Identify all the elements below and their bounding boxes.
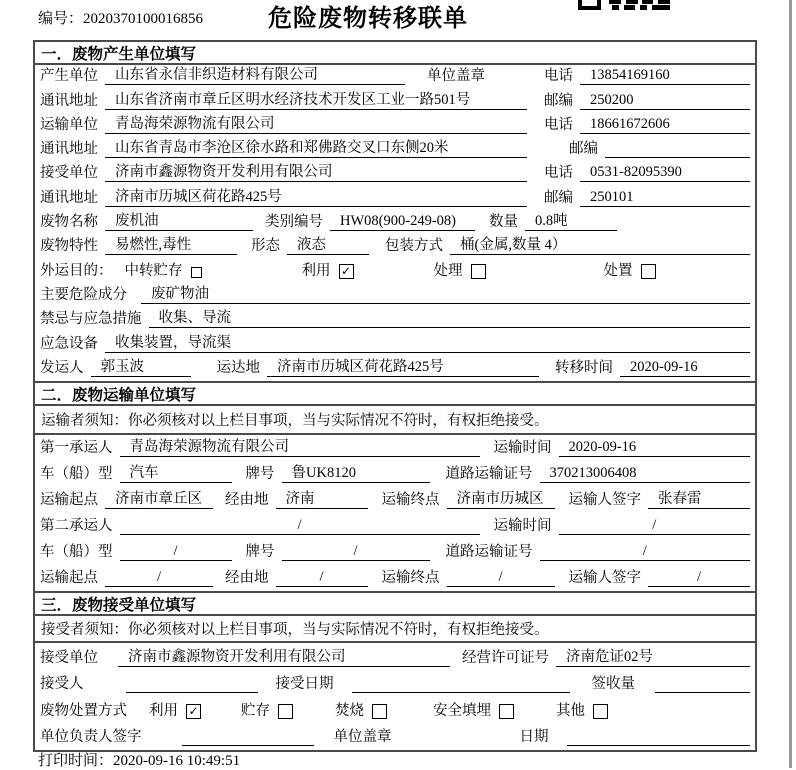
row-shipper — [35, 357, 755, 381]
manifest-form-table — [33, 40, 757, 752]
purpose-option-treat-checkbox — [471, 264, 486, 279]
disposal-option-landfill — [433, 699, 514, 720]
transporter-address-value: 山东省青岛市李沧区徐水路和郑佛路交叉口东侧20米 — [105, 136, 527, 158]
transporter-value: 青岛海荣源物流有限公司 — [105, 112, 527, 134]
accept-date-label: 接受日期 — [275, 676, 334, 693]
emergency-measures-value: 收集、导流 — [149, 306, 751, 328]
carrier2-vehicle-value: / — [120, 543, 232, 561]
transfer-time-value: 2020-09-16 — [620, 359, 750, 377]
carrier2-name-label: 第二承运人 — [40, 517, 113, 534]
row-transporter — [35, 114, 755, 138]
shipper-label: 发运人 — [40, 359, 84, 376]
unit-seal-label-2: 单位盖章 — [333, 729, 392, 746]
purpose-option-utilize-checkbox: ✓ — [339, 264, 354, 279]
carrier2-plate-label: 牌号 — [245, 543, 275, 560]
carrier1-time-label: 运输时间 — [493, 439, 552, 456]
accept-person-label: 接受人 — [40, 676, 84, 693]
page-title: 危险废物转移联单 — [268, 6, 468, 32]
emergency-equipment-label: 应急设备 — [40, 335, 98, 352]
qr-code-fragment-icon — [578, 0, 670, 10]
row-carrier2-route — [35, 565, 755, 591]
transporter-notice-text: 你必须核对以上栏目事项，当与实际情况不符时，有权拒绝接受。 — [128, 412, 549, 429]
carrier2-sign-value: / — [648, 569, 750, 587]
section-transporter — [35, 381, 755, 591]
carrier2-origin-value: / — [105, 569, 213, 587]
waste-category-value: HW08(900-249-08) — [330, 213, 475, 231]
carrier2-via-value: / — [276, 569, 368, 587]
carrier1-end-value: 济南市历城区 — [447, 487, 555, 509]
row-emergency-equipment — [35, 332, 755, 356]
row-carrier1-name — [35, 435, 755, 461]
waste-character-label: 废物特性 — [40, 238, 98, 255]
waste-name-value: 废机油 — [105, 209, 253, 231]
producer-zip-value: 250200 — [580, 92, 750, 110]
disposal-option-utilize-label: 利用 — [149, 702, 178, 719]
disposal-option-storage-checkbox — [278, 704, 293, 719]
row-receiver-address — [35, 186, 755, 210]
section-receiver — [35, 591, 755, 751]
carrier1-end-label: 运输终点 — [381, 491, 440, 508]
row-hazard-component — [35, 284, 755, 308]
row-transporter-address — [35, 138, 755, 162]
purpose-option-dispose-label: 处置 — [603, 262, 633, 279]
section3-header: 三．废物接受单位填写 — [35, 593, 755, 616]
disposal-option-other-label: 其他 — [556, 702, 585, 719]
producer-zip-label: 邮编 — [544, 92, 573, 109]
receiver-value: 济南市鑫源物资开发利用有限公司 — [105, 160, 527, 182]
carrier1-origin-value: 济南市章丘区 — [105, 487, 213, 509]
print-time — [38, 749, 240, 770]
receiver-address-label: 通讯地址 — [40, 189, 98, 206]
purpose-option-transfer-storage — [125, 259, 202, 280]
row-accept-person — [35, 671, 755, 698]
waste-packing-label: 包装方式 — [385, 238, 443, 255]
row-accept-unit — [35, 643, 755, 671]
receiver-label: 接受单位 — [40, 165, 98, 182]
receiver-notice-label: 接受者须知： — [41, 621, 128, 638]
row-receiver — [35, 162, 755, 186]
carrier2-origin-label: 运输起点 — [40, 569, 98, 586]
producer-phone-label: 电话 — [544, 68, 573, 85]
row-disposal-method — [35, 697, 755, 724]
transporter-notice — [35, 406, 755, 435]
carrier1-plate-value: 鲁UK8120 — [282, 461, 430, 483]
transporter-phone-value: 18661672606 — [580, 116, 750, 134]
waste-name-label: 废物名称 — [40, 214, 98, 231]
serial-label: 编号： — [38, 11, 84, 27]
unit-seal-label: 单位盖章 — [427, 68, 485, 85]
shipper-value: 郭玉波 — [91, 355, 191, 377]
waste-form-label: 形态 — [251, 238, 280, 255]
disposal-option-storage-label: 贮存 — [241, 702, 270, 719]
carrier1-name-value: 青岛海荣源物流有限公司 — [120, 435, 480, 457]
producer-address-label: 通讯地址 — [40, 92, 98, 109]
disposal-option-other-checkbox — [593, 704, 608, 719]
sign-date-value — [567, 745, 751, 746]
waste-packing-value: 桶(金属,数量 4） — [450, 233, 750, 255]
carrier2-vehicle-label: 车（船）型 — [40, 543, 113, 560]
carrier1-sign-label: 运输人签字 — [568, 491, 641, 508]
receiver-notice-text: 你必须核对以上栏目事项，当与实际情况不符时，有权拒绝接受。 — [128, 621, 549, 638]
carrier2-time-label: 运输时间 — [493, 517, 552, 534]
transporter-address-label: 通讯地址 — [40, 141, 98, 158]
disposal-method-label: 废物处置方式 — [40, 702, 127, 719]
carrier1-time-value: 2020-09-16 — [559, 439, 751, 457]
destination-label: 运达地 — [216, 359, 260, 376]
carrier2-plate-value: / — [282, 543, 430, 561]
row-carrier1-route — [35, 487, 755, 513]
row-producer — [35, 65, 755, 89]
carrier2-license-value: / — [540, 543, 751, 561]
section1-header: 一．废物产生单位填写 — [35, 42, 755, 65]
purpose-label: 外运目的： — [40, 262, 113, 279]
carrier1-vehicle-label: 车（船）型 — [40, 465, 113, 482]
disposal-option-storage — [241, 699, 293, 720]
print-time-value: 2020-09-16 10:49:51 — [113, 753, 241, 769]
purpose-option-treat — [434, 259, 486, 280]
purpose-option-utilize-label: 利用 — [301, 262, 331, 279]
disposal-option-incinerate-label: 焚烧 — [335, 702, 364, 719]
row-purpose — [35, 259, 755, 283]
receiver-zip-label: 邮编 — [544, 189, 573, 206]
carrier1-license-label: 道路运输证号 — [445, 465, 533, 482]
purpose-option-treat-label: 处理 — [433, 262, 463, 279]
carrier1-via-label: 经由地 — [225, 491, 269, 508]
row-carrier2-vehicle — [35, 539, 755, 565]
transfer-time-label: 转移时间 — [555, 359, 613, 376]
row-carrier2-name — [35, 513, 755, 539]
disposal-option-landfill-checkbox — [499, 704, 514, 719]
carrier1-license-value: 370213006408 — [540, 465, 751, 483]
transporter-label: 运输单位 — [40, 116, 98, 133]
producer-label: 产生单位 — [40, 68, 98, 85]
accept-unit-label: 接受单位 — [40, 649, 98, 666]
disposal-option-landfill-label: 安全填埋 — [433, 702, 491, 719]
disposal-option-utilize — [149, 699, 201, 720]
received-qty-value — [655, 692, 750, 693]
carrier2-license-label: 道路运输证号 — [445, 543, 533, 560]
sign-date-label: 日期 — [519, 729, 549, 746]
section2-header: 二．废物运输单位填写 — [35, 383, 755, 406]
carrier2-sign-label: 运输人签字 — [568, 569, 641, 586]
waste-category-label: 类别编号 — [265, 214, 323, 231]
carrier2-time-value: / — [559, 517, 751, 535]
receiver-address-value: 济南市历城区荷花路425号 — [105, 185, 527, 207]
receiver-notice — [35, 616, 755, 643]
carrier1-vehicle-value: 汽车 — [120, 461, 232, 483]
accept-date-value — [352, 692, 570, 693]
accept-unit-value: 济南市鑫源物资开发利用有限公司 — [118, 645, 450, 667]
purpose-option-dispose-checkbox — [641, 264, 656, 279]
hazard-component-label: 主要危险成分 — [40, 286, 127, 303]
carrier1-via-value: 济南 — [276, 487, 368, 509]
waste-form-value: 液态 — [287, 233, 369, 255]
transporter-zip-value — [605, 157, 750, 158]
carrier2-end-value: / — [447, 569, 555, 587]
emergency-equipment-value: 收集装置，导流渠 — [105, 331, 750, 353]
carrier1-origin-label: 运输起点 — [40, 491, 98, 508]
carrier1-name-label: 第一承运人 — [40, 439, 113, 456]
accept-person-value — [126, 692, 258, 693]
section-producer — [35, 42, 755, 381]
transporter-notice-label: 运输者须知： — [41, 412, 128, 429]
receiver-phone-value: 0531-82095390 — [580, 164, 750, 182]
emergency-measures-label: 禁忌与应急措施 — [40, 311, 142, 328]
purpose-option-transfer-storage-label: 中转贮存 — [124, 262, 183, 279]
hazard-component-value: 废矿物油 — [141, 282, 750, 304]
producer-value: 山东省永信非织造材料有限公司 — [105, 63, 405, 85]
manager-sign-label: 单位负责人签字 — [40, 729, 142, 746]
producer-phone-value: 13854169160 — [580, 67, 750, 85]
carrier2-via-label: 经由地 — [225, 569, 269, 586]
carrier2-name-value: / — [120, 517, 480, 535]
permit-label: 经营许可证号 — [462, 649, 549, 666]
serial-value: 2020370100016856 — [83, 11, 204, 27]
producer-address-value: 山东省济南市章丘区明水经济技术开发区工业一路501号 — [105, 88, 527, 110]
purpose-option-transfer-storage-checkbox — [191, 267, 202, 278]
disposal-option-incinerate — [335, 699, 387, 720]
carrier1-sign-value: 张春雷 — [648, 487, 750, 509]
waste-qty-value: 0.8吨 — [525, 209, 617, 231]
row-emergency-measures — [35, 308, 755, 332]
row-waste-character — [35, 235, 755, 259]
manager-sign-value — [182, 745, 314, 746]
purpose-option-utilize — [302, 259, 354, 280]
carrier2-end-label: 运输终点 — [381, 569, 440, 586]
carrier1-plate-label: 牌号 — [245, 465, 275, 482]
received-qty-label: 签收量 — [591, 676, 635, 693]
receiver-phone-label: 电话 — [544, 165, 573, 182]
destination-value: 济南市历城区荷花路425号 — [267, 355, 539, 377]
purpose-option-dispose — [604, 259, 656, 280]
transporter-phone-label: 电话 — [544, 116, 573, 133]
row-carrier1-vehicle — [35, 461, 755, 487]
disposal-option-incinerate-checkbox — [372, 704, 387, 719]
transporter-zip-label: 邮编 — [569, 141, 598, 158]
receiver-zip-value: 250101 — [580, 189, 750, 207]
disposal-option-other — [556, 699, 608, 720]
disposal-option-utilize-checkbox: ✓ — [186, 704, 201, 719]
row-manager-sign — [35, 724, 755, 751]
waste-character-value: 易燃性,毒性 — [105, 233, 237, 255]
row-producer-address — [35, 89, 755, 113]
permit-value: 济南危证02号 — [556, 645, 750, 667]
print-time-label: 打印时间： — [38, 753, 114, 769]
row-waste-name — [35, 211, 755, 235]
waste-qty-label: 数量 — [489, 214, 518, 231]
page-edge-line — [789, 0, 792, 768]
